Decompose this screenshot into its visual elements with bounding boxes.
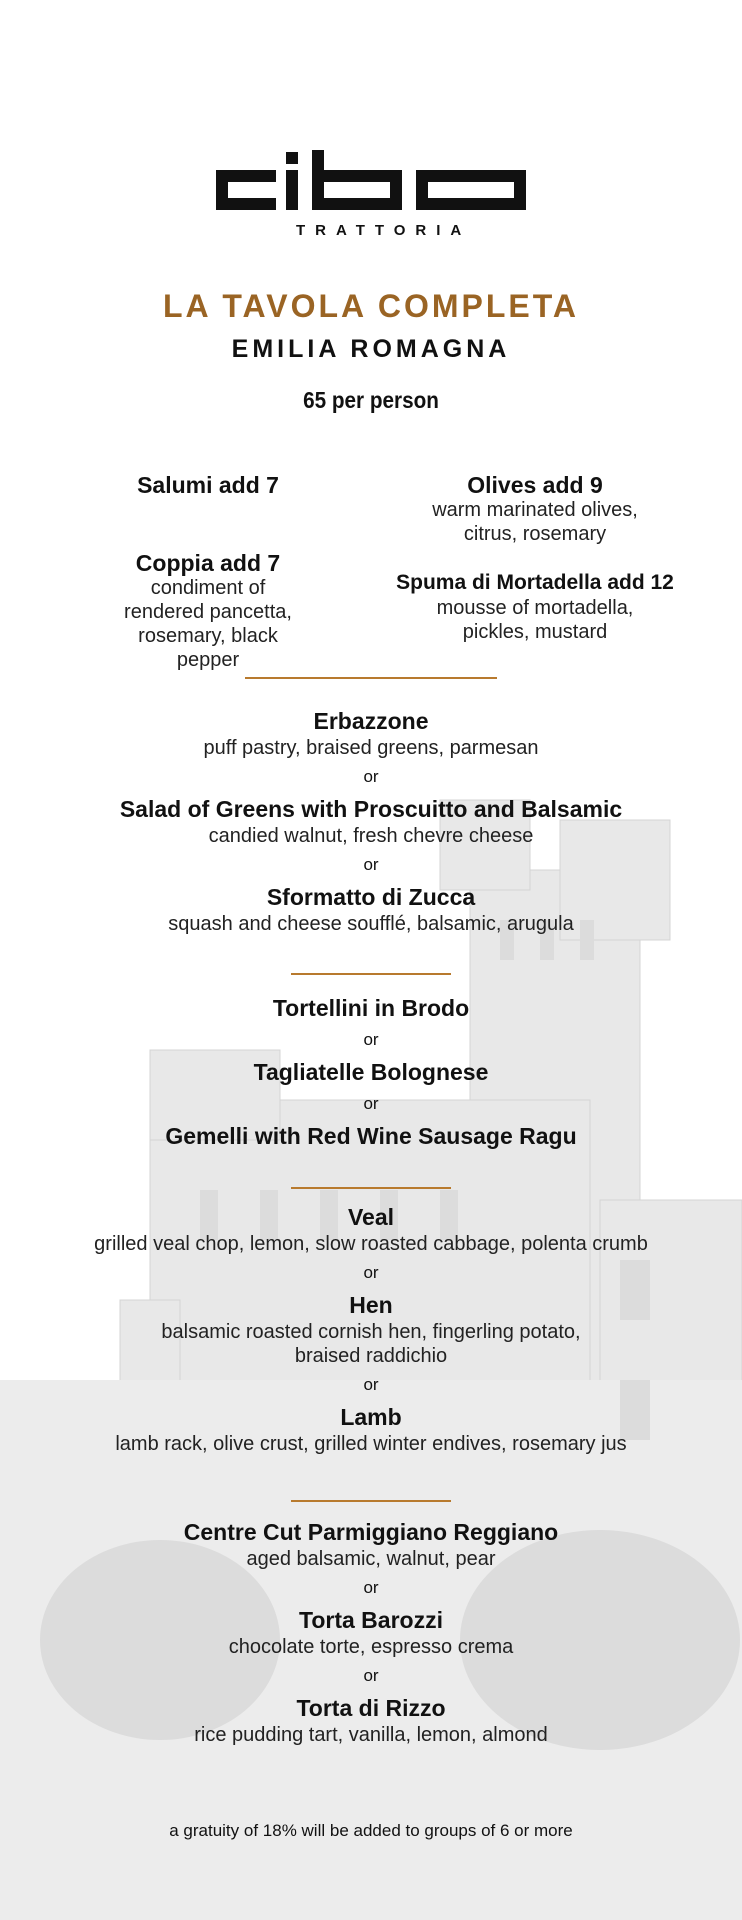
extra-item [380,570,690,644]
menu-title: LA TAVOLA COMPLETA [162,288,580,324]
extra-name: Olives add 9 [467,472,603,498]
section-divider [245,677,497,679]
extra-name: Coppia add 7 [135,550,281,576]
dish-desc: squash and cheese soufflé, balsamic, arugula [168,913,574,935]
gratuity-note: a gratuity of 18% will be added to groups of 6 or more [169,1821,573,1840]
extra-desc: condiment of rendered pancetta, rosemary, black pepper [124,577,292,671]
section-divider [291,973,451,975]
course-antipasti [40,706,702,936]
or-separator: or [363,1030,379,1049]
or-separator: or [363,1375,379,1394]
dish-name: Lamb [340,1404,402,1430]
dish-desc: aged balsamic, walnut, pear [246,1548,496,1570]
extra-item [380,472,690,546]
dish-desc: puff pastry, braised greens, parmesan [203,737,539,759]
course-primi [40,993,702,1151]
dish-desc: candied walnut, fresh chevre cheese [208,825,534,847]
dish-desc: lamb rack, olive crust, grilled winter endives, rosemary jus [115,1433,627,1455]
section-divider [291,1187,451,1189]
or-separator: or [363,1263,379,1282]
dish-name: Veal [347,1204,395,1230]
extra-desc: warm marinated olives, citrus, rosemary [432,499,638,545]
section-divider [291,1500,451,1502]
or-separator: or [363,767,379,786]
extra-item [78,550,338,672]
dish-name: Erbazzone [313,708,429,734]
dish-name: Centre Cut Parmiggiano Reggiano [183,1519,559,1545]
dish-desc: grilled veal chop, lemon, slow roasted cabbage, polenta crumb [94,1233,648,1255]
or-separator: or [363,855,379,874]
or-separator: or [363,1666,379,1685]
dish-name: Hen [349,1292,393,1318]
or-separator: or [363,1094,379,1113]
menu-price: 65 per person [303,387,439,413]
dish-name: Torta di Rizzo [296,1695,446,1721]
extra-desc: mousse of mortadella, pickles, mustard [436,597,634,643]
dish-desc: balsamic roasted cornish hen, fingerling potato, braised raddichio [161,1321,581,1367]
extra-name: Salumi add 7 [137,472,279,498]
or-separator: or [363,1578,379,1597]
dish-desc: rice pudding tart, vanilla, lemon, almond [194,1724,548,1746]
course-secondi [40,1202,702,1456]
course-dolci [40,1517,702,1747]
extra-item [78,472,338,498]
dish-name: Torta Barozzi [299,1607,443,1633]
extra-name: Spuma di Mortadella add 12 [396,571,674,594]
menu-region: EMILIA ROMAGNA [231,335,511,363]
dish-name: Salad of Greens with Proscuitto and Balsamic [119,796,623,822]
logo-tagline: TRATTORIA [296,222,472,239]
dish-name: Gemelli with Red Wine Sausage Ragu [165,1123,577,1149]
dish-name: Tagliatelle Bolognese [253,1059,489,1085]
dish-name: Sformatto di Zucca [266,884,476,910]
dish-desc: chocolate torte, espresso crema [228,1636,514,1658]
dish-name: Tortellini in Brodo [272,995,470,1021]
